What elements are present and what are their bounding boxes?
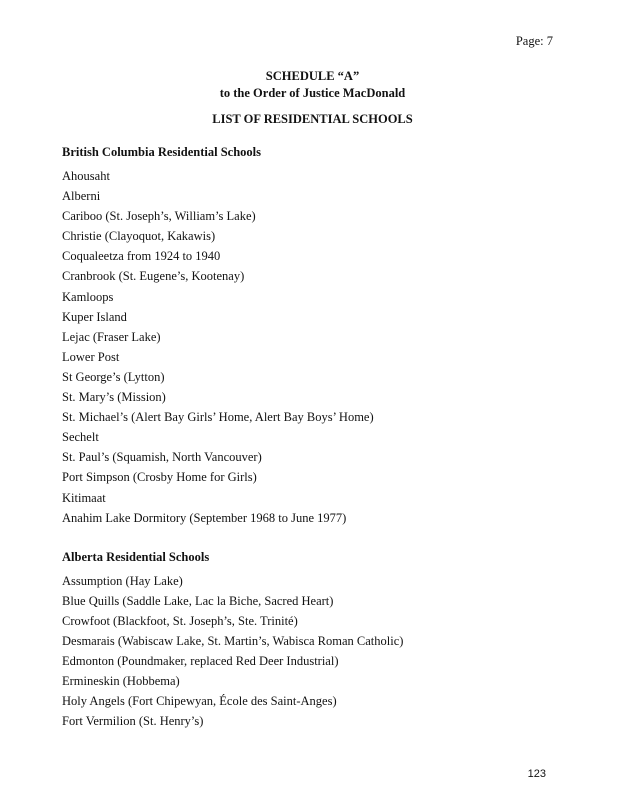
school-section: [62, 547, 563, 732]
list-item: Ermineskin (Hobbema): [62, 674, 180, 689]
schedule-title: SCHEDULE “A”: [265, 69, 360, 83]
list-item: Crowfoot (Blackfoot, St. Joseph’s, Ste. Trinité): [62, 613, 298, 628]
list-item: Sechelt: [62, 430, 99, 445]
list-item: St. Paul’s (Squamish, North Vancouver): [62, 450, 262, 465]
list-item: St. Mary’s (Mission): [62, 390, 166, 405]
list-item: Cranbrook (St. Eugene’s, Kootenay): [62, 269, 245, 284]
list-item: Anahim Lake Dormitory (September 1968 to June 1977): [62, 510, 347, 525]
list-item: Kuper Island: [62, 309, 127, 324]
list-item: Christie (Clayoquot, Kakawis): [62, 229, 216, 244]
order-subtitle: to the Order of Justice MacDonald: [219, 86, 406, 100]
list-item: Holy Angels (Fort Chipewyan, École des Saint-Anges): [62, 694, 337, 709]
sections-container: [62, 142, 563, 731]
list-item: St. Michael’s (Alert Bay Girls’ Home, Alert Bay Boys’ Home): [62, 410, 374, 425]
title-block: [62, 0, 563, 128]
list-item: Desmarais (Wabiscaw Lake, St. Martin’s, Wabisca Roman Catholic): [62, 633, 404, 648]
list-item: Alberni: [62, 189, 101, 204]
list-item: Port Simpson (Crosby Home for Girls): [62, 470, 257, 485]
school-list: [62, 571, 563, 732]
list-item: Blue Quills (Saddle Lake, Lac la Biche, Sacred Heart): [62, 593, 334, 608]
section-heading: Alberta Residential Schools: [62, 549, 210, 564]
school-section: [62, 142, 563, 528]
list-item: Ahousaht: [62, 169, 110, 183]
list-item: St George’s (Lytton): [62, 369, 165, 384]
list-title: LIST OF RESIDENTIAL SCHOOLS: [212, 112, 413, 126]
list-item: Edmonton (Poundmaker, replaced Red Deer Industrial): [62, 654, 339, 669]
list-item: Kitimaat: [62, 490, 106, 505]
list-item: Lejac (Fraser Lake): [62, 329, 161, 344]
page-header-label: Page: 7: [515, 34, 553, 48]
section-heading: British Columbia Residential Schools: [62, 145, 261, 159]
page-footer-number: 123: [527, 768, 546, 780]
list-item: Kamloops: [62, 289, 114, 304]
list-item: Cariboo (St. Joseph’s, William’s Lake): [62, 209, 256, 224]
list-item: Assumption (Hay Lake): [62, 573, 183, 588]
list-item: Fort Vermilion (St. Henry’s): [62, 714, 204, 729]
school-list: [62, 166, 563, 528]
list-item: Lower Post: [62, 349, 120, 364]
list-item: Coqualeetza from 1924 to 1940: [62, 249, 221, 264]
